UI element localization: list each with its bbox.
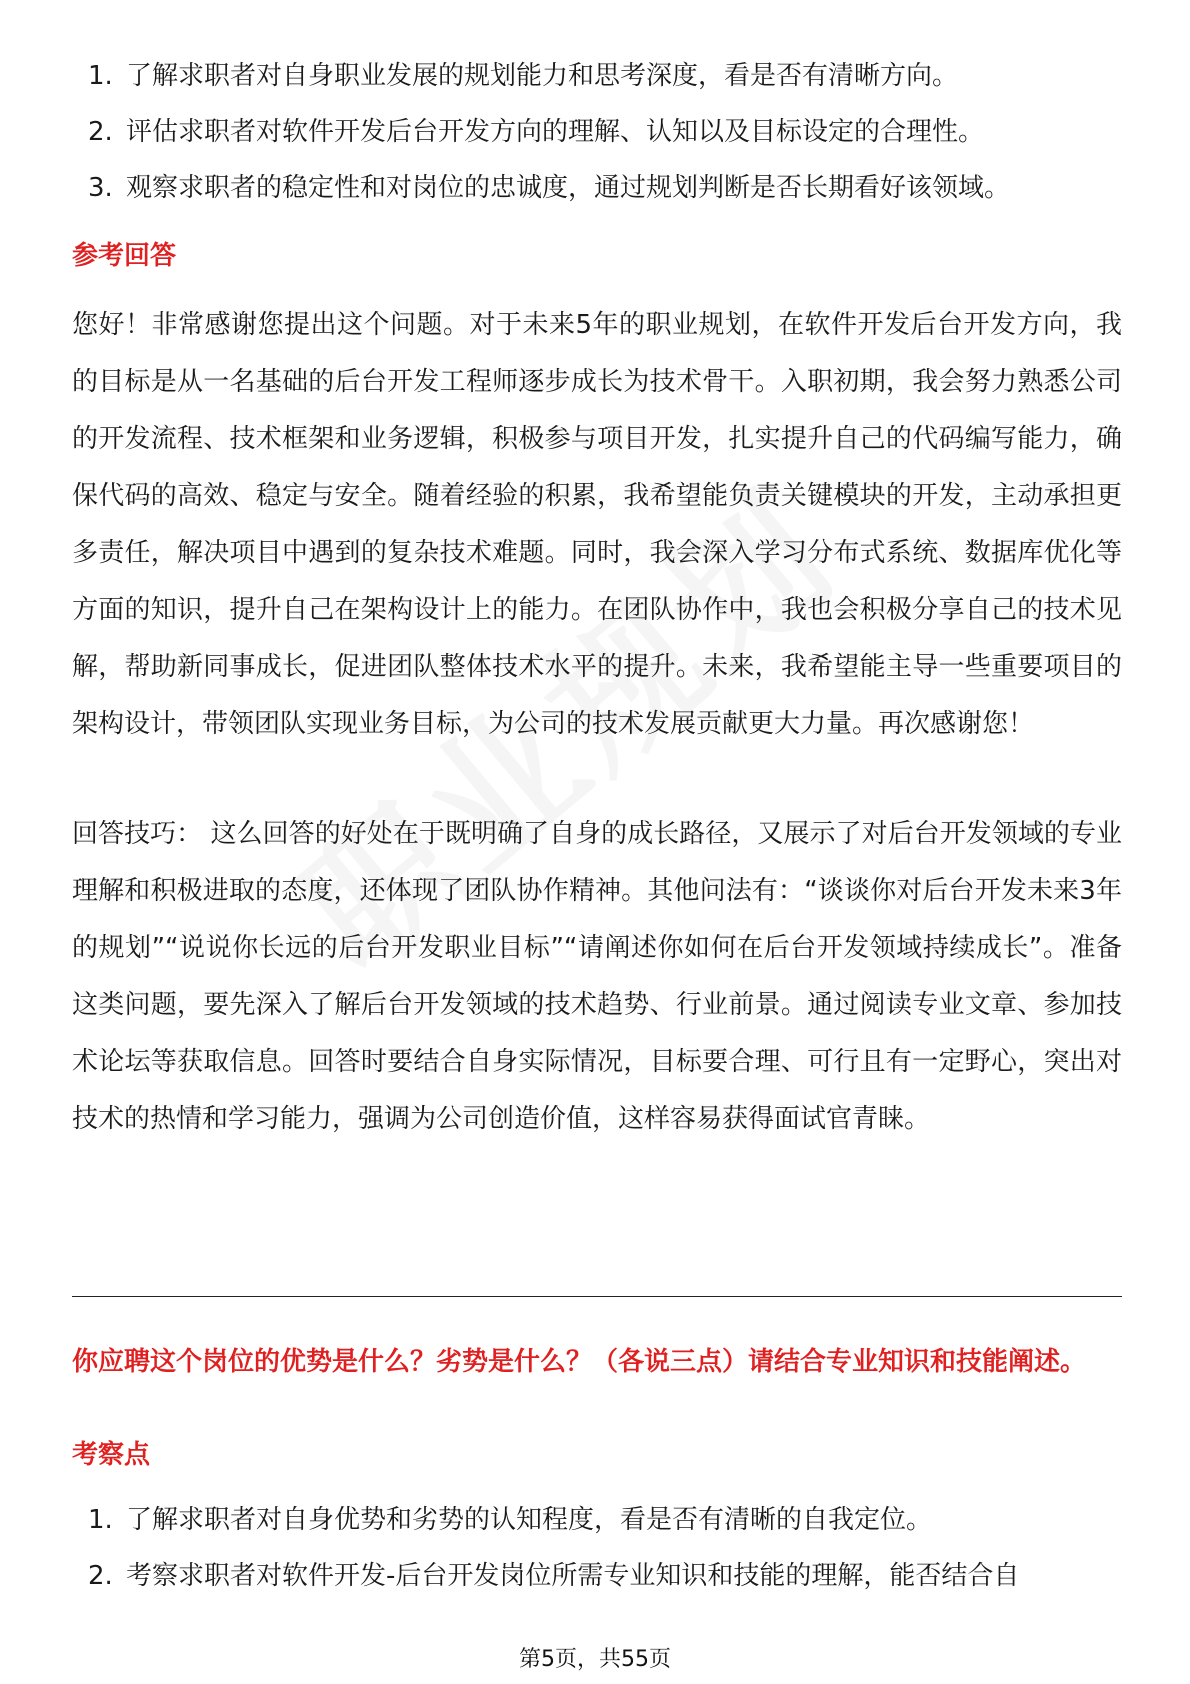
- list-text: 观察求职者的稳定性和对岗位的忠诚度，通过规划判断是否长期看好该领域。: [126, 173, 1011, 203]
- list-text: 了解求职者对自身职业发展的规划能力和思考深度，看是否有清晰方向。: [126, 61, 959, 91]
- answer-heading: 参考回答: [72, 241, 177, 271]
- list-item: [70, 1548, 1130, 1604]
- list-text: 了解求职者对自身优势和劣势的认知程度，看是否有清晰的自我定位。: [126, 1505, 933, 1535]
- exam-points-list-1: [70, 48, 1130, 216]
- list-item: [70, 160, 1130, 216]
- list-number: 2.: [88, 1561, 113, 1591]
- page-footer: 第5页，共55页: [519, 1647, 671, 1672]
- tips-paragraph: 回答技巧： 这么回答的好处在于既明确了自身的成长路径，又展示了对后台开发领域的专业理解和积极进取的态度，还体现了团队协作精神。其他问法有：“谈谈你对后台开发未来3年的规划”“说说你长远的后台开发职业目标”“请阐述你如何在后台开发领域持续成长”。准备这类问题，要先深入了解后台开发领域的技术趋势、行业前景。通过阅读专业文章、参加技术论坛等获取信息。回答时要结合自身实际情况，目标要合理、可行且有一定野心，突出对技术的热情和学习能力，强调为公司创造价值，这样容易获得面试官青睐。: [72, 819, 1122, 1134]
- list-number: 1.: [88, 1505, 113, 1535]
- question-heading: 你应聘这个岗位的优势是什么？劣势是什么？（各说三点）请结合专业知识和技能阐述。: [72, 1347, 1087, 1377]
- list-item: [70, 1492, 1130, 1548]
- exam-points-list-2: [70, 1492, 1130, 1604]
- list-text: 考察求职者对软件开发-后台开发岗位所需专业知识和技能的理解，能否结合自: [126, 1561, 1020, 1591]
- list-item: [70, 104, 1130, 160]
- list-item: [70, 48, 1130, 104]
- exam-points-heading: 考察点: [72, 1440, 151, 1470]
- list-number: 3.: [88, 173, 113, 203]
- list-number: 1.: [88, 61, 113, 91]
- section-divider: [72, 1296, 1122, 1297]
- list-text: 评估求职者对软件开发后台开发方向的理解、认知以及目标设定的合理性。: [126, 117, 985, 147]
- answer-paragraph: 您好！非常感谢您提出这个问题。对于未来5年的职业规划，在软件开发后台开发方向，我的目标是从一名基础的后台开发工程师逐步成长为技术骨干。入职初期，我会努力熟悉公司的开发流程、技术框架和业务逻辑，积极参与项目开发，扎实提升自己的代码编写能力，确保代码的高效、稳定与安全。随着经验的积累，我希望能负责关键模块的开发，主动承担更多责任，解决项目中遇到的复杂技术难题。同时，我会深入学习分布式系统、数据库优化等方面的知识，提升自己在架构设计上的能力。在团队协作中，我也会积极分享自己的技术见解，帮助新同事成长，促进团队整体技术水平的提升。未来，我希望能主导一些重要项目的架构设计，带领团队实现业务目标，为公司的技术发展贡献更大力量。再次感谢您！: [72, 310, 1122, 739]
- list-number: 2.: [88, 117, 113, 147]
